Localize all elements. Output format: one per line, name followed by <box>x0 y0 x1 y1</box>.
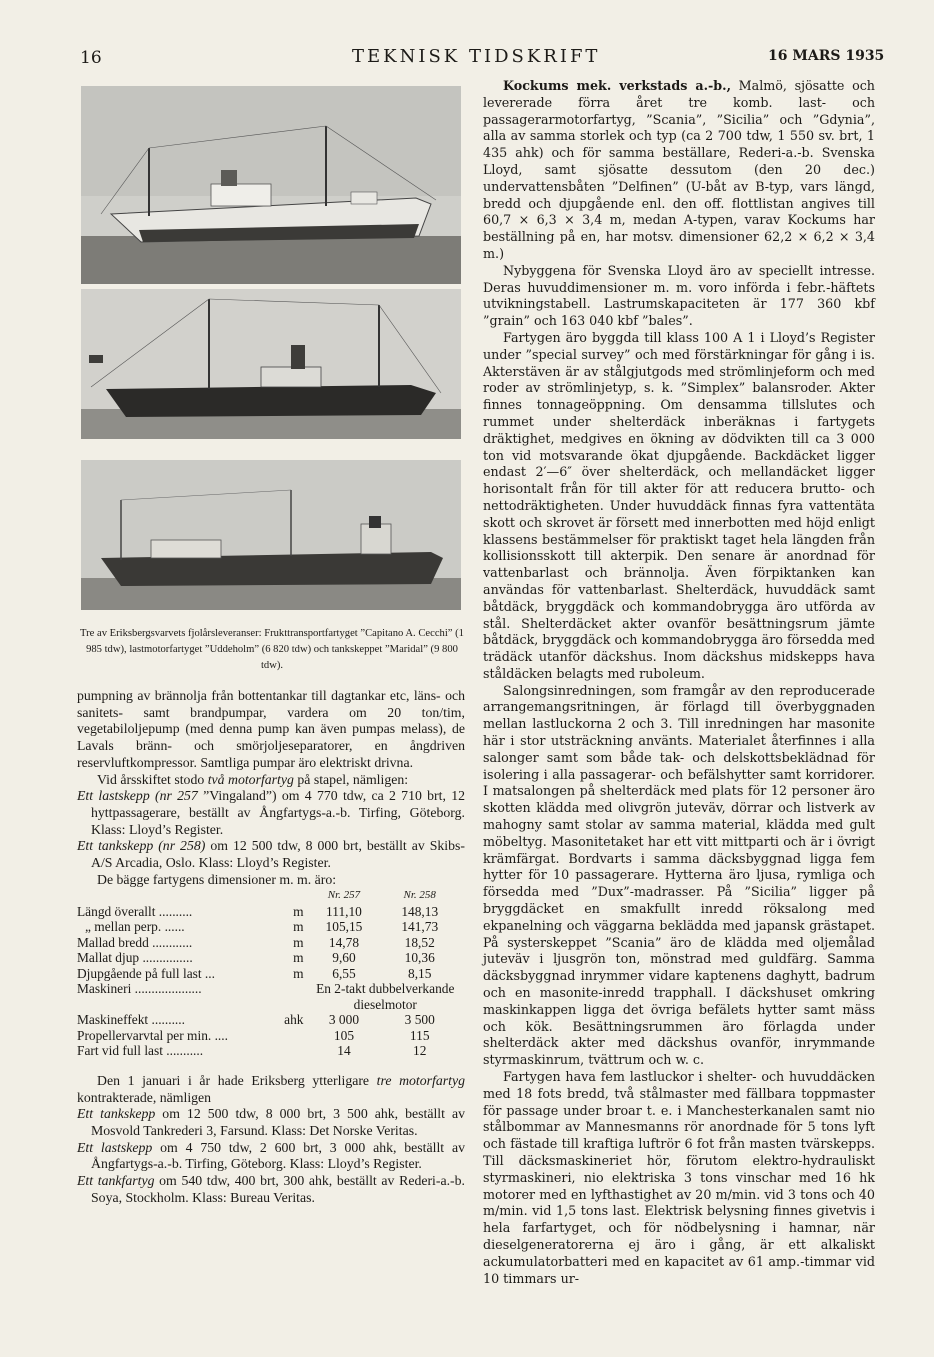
ship-photo-1 <box>81 86 461 284</box>
list-item: Ett lastskepp om 4 750 tdw, 2 600 brt, 3 000 ahk, beställt av Ångfartygs-a.-b. Tirfing, Göteborg. Klass: Lloyd’s Register. <box>77 1139 465 1172</box>
page-header <box>0 44 934 74</box>
table-row: Djupgående på full last ... m 6,55 8,15 <box>77 965 432 981</box>
paragraph: pumpning av brännolja från bottentankar till dagtankar etc, läns- och sanitets- samt brandpumpar, vardera om 20 ton/tim, vegetabiloljepump (med denna pump kan även pumpas melass), de Lavals bränn- och smörjoljeseparatorer, en ångdriven reservluftkompressor. Samtliga pumpar äro elektriskt drivna. <box>77 688 465 770</box>
list-item: Ett tankskepp om 12 500 tdw, 8 000 brt, 3 500 ahk, beställt av Mosvold Tankrederi 3, Farsund. Klass: Det Norske Veritas. <box>77 1106 465 1139</box>
left-column <box>77 688 465 1207</box>
table-row: Mallat djup ............... m 9,60 10,36 <box>77 950 435 966</box>
paragraph: Fartygen hava fem lastluckor i shelter- och huvuddäcken med 18 fots bredd, två stålmaster med fällbara toppmaster för passage under broar t. e. i Manchesterkanalen samt nio stålbommar av Mannesmanns rör anordnade för 5 tons lyft och fästade till kraftiga luftrör 6 fot från masten tvärskepps. Till däcksmaskineriet hör, förutom elektro-hydrauliskt styrmaskineri, nio elektriska 3 tons vinschar med 16 hk motorer med en lyfthastighet av 20 m/min. vid 3 tons och 40 m/min. vid 1,5 tons last. Elektrisk belysning finnes givetvis i hela farfartyget, och för nödbelysning i hamnar, när dieselgeneratorerna ej äro i gång, är ett alkaliskt ackumulatorbatteri med en kapacitet av 61 amp.-timmar vid 10 timmars ur- <box>483 1069 875 1286</box>
table-row: Maskineri .................... En 2-takt dubbelverkande dieselmotor <box>77 981 455 1012</box>
list-item: Ett lastskepp (nr 257 ”Vingaland”) om 4 770 tdw, ca 2 710 brt, 12 hyttpassagerare, beställt av Ångfartygs-a.-b. Tirfing, Göteborg. Klass: Lloyd’s Register. <box>77 788 465 837</box>
table-row: Maskineffekt .......... ahk 3 000 3 500 <box>77 1012 435 1028</box>
column-header: Nr. 258 <box>403 889 436 902</box>
list-item: Ett tankfartyg om 540 tdw, 400 brt, 300 ahk, beställt av Rederi-a.-b. Soya, Stockholm. Klass: Bureau Veritas. <box>77 1173 466 1205</box>
table-row: Mallad bredd ............ m 14,78 18,52 <box>77 934 435 950</box>
right-column <box>483 78 875 1287</box>
photo-caption: Tre av Eriksbergsvarvets fjolårsleveranser: Frukttransportfartyget ”Capitano A. Cecchi” (1 985 tdw), lastmotorfartyget ”Uddeholm” (6 820 tdw) och tankskeppet ”Maridal” (9 800 tdw). <box>80 628 464 671</box>
column-header: Nr. 257 <box>327 889 361 902</box>
dimensions-table <box>77 888 461 1059</box>
table-row: Propellervarvtal per min. .... 105 115 <box>77 1027 430 1043</box>
table-row: Längd överallt .......... m 111,10 148,13 <box>77 903 439 919</box>
paragraph: Nybyggena för Svenska Lloyd äro av speciellt intresse. Deras huvuddimensioner m. m. voro införda i febr.-häftets utvikningstabell. Lastrumskapaciteten är 177 360 kbf ”grain” och 163 040 kbf ”bales”. <box>483 262 875 329</box>
issue-date: 16 MARS 1935 <box>768 48 885 64</box>
ship-photo-3 <box>81 460 461 610</box>
paragraph: Kockums mek. verkstads a.-b., Malmö, sjösatte och levererade förra året tre komb. last- och passagerarmotorfartyg, ”Scania”, ”Sicilia” och ”Gdynia”, alla av samma storlek och typ (ca 2 700 tdw, 1 550 sv. brt, 1 435 ahk) och för samma beställare, Rederi-a.-b. Svenska Lloyd, samt sjösatte dessutom (den 20 dec.) undervattensbåten ”Delfinen” (U-båt av B-typ, vars längd, bredd och djupgående enl. den off. flottlistan angives till 60,7 × 6,3 × 3,4 m, medan A-typen, varav Kockums har beställning på en, har motsv. dimensioner 62,2 × 6,2 × 3,4 m.) <box>483 78 875 261</box>
ship-photo-2 <box>81 289 461 439</box>
table-header-row <box>77 888 461 904</box>
paragraph: Vid årsskiftet stodo två motorfartyg på stapel, nämligen: <box>97 771 409 787</box>
journal-title: TEKNISK TIDSKRIFT <box>352 46 601 67</box>
paragraph: Salongsinredningen, som framgår av den reproducerade arrangemangsritningen, är förlagd till överbyggnaden mellan lastluckorna 2 och 3. Till inredningen har masonite här i stor utsträckning använts. Materialet återfinnes i alla salonger samt som både tak- och delskottsbeklädnad för isolering i alla passagerar- och befälshytter samt korridorer. I matsalongen på shelterdäck med plats för 12 personer äro skotten klädda med olivgrön juteväv, dörrar och listverk av mahogny samt stolar av samma material, klädda med gult möbeltyg. Masonitetaket har ett vitt mittparti och är i övrigt krämfärgat. Bordvarts i samma däcksbyggnad ligga fem hytter för 10 passagerare. Hytterna äro ljusa, rymliga och försedda med ”Dux”-madrasser. På ”Sicilia” ligger på bryggdäcket en smakfullt inredd röksalong med ekpanelning och väggarna beklädda med japansk grästapet. På systerskeppet ”Scania” äro de klädda med oljemålad juteväv i ljusgrön ton, mönstrad med guldfärg. Samma däcksbyggnad inrymmer vidare kaptenens daghytt, badrum och en masonite-inredd trapphall. I däckshuset omkring maskinkappen ligga det övriga befälets hytter samt mäss och kök. Besättningsrummen äro förlagda under shelterdäck akter med däckshus ovanför, inrymmande styrmaskinrum, tvättrum och w. c. <box>483 682 875 1068</box>
list-item: Ett tankskepp (nr 258) om 12 500 tdw, 8 000 brt, beställt av Skibs-A/S Arcadia, Oslo. Klass: Lloyd’s Register. <box>77 838 466 871</box>
page-number: 16 <box>80 48 102 68</box>
table-row: Fart vid full last ........... 14 12 <box>77 1043 427 1059</box>
paragraph: Den 1 januari i år hade Eriksberg ytterligare tre motorfartyg kontrakterade, nämligen <box>77 1072 465 1105</box>
paragraph: Fartygen äro byggda till klass 100 A 1 i Lloyd’s Register under ”special survey” och med förstärkningar för gång i is. Akterstäven är av stålgjutgods med strömlinjeform och med roder av strömlinjetyp, s. k. ”Simplex” balansroder. Akter finnes tonnageöppning. Om densamma tillslutes och rummet under shelterdäck inberäknas i fartygets dräktighet, medgives en ökning av dödvikten till ca 3 000 ton vid motsvarande ökat djupgående. Backdäcket ligger endast 2′—6″ över shelterdäck, och mellandäcket ligger horisontalt från för till akter för att reducera brutto- och nettodräktigheten. Under huvuddäck finnas fyra vattentäta skott och skrovet är försett med innerbotten med höjd enligt klassens bestämmelser för praktiskt taget hela längden från kollisionsskott till akterpik. Den senare är anordnad för vattenbarlast och brännolja. Även förpiktanken kan användas för vattenbarlast. Shelterdäck, huvuddäck samt båtdäck, bryggdäck och kommandobrygga äro utförda av stål. Shelterdäcket akter ovanför besättningsrum jämte båtdäck, bryggdäck och kommandobrygga äro försedda med trädäck utanför däckshus. Inom däckshus midskepps hava ståldäcken belagts med ruboleum. <box>483 329 875 681</box>
table-row: „ mellan perp. ...... m 105,15 141,73 <box>85 919 439 935</box>
paragraph: De bägge fartygens dimensioner m. m. äro: <box>97 871 337 887</box>
